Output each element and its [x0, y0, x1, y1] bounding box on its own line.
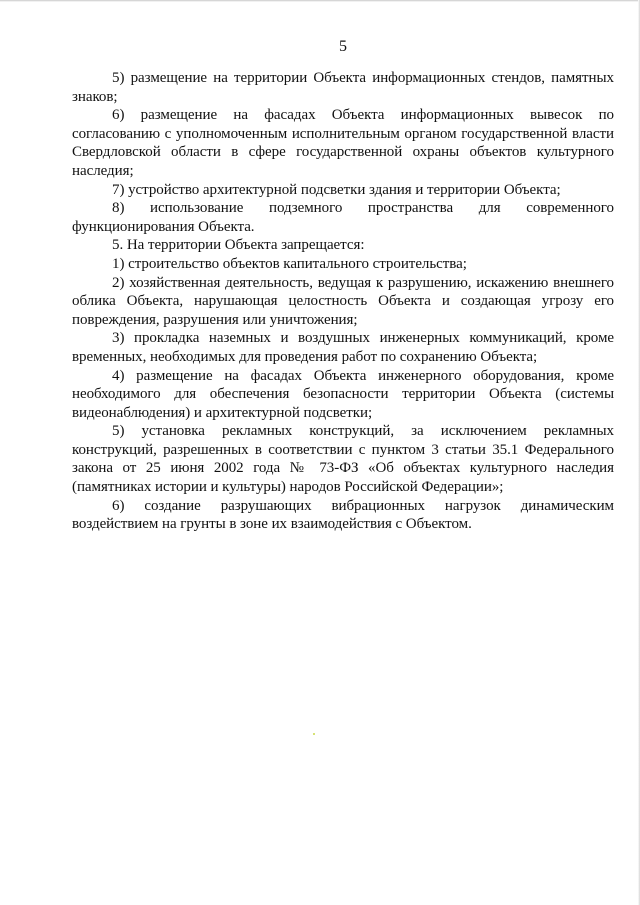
paragraph-item-8-underground: 8) использование подземного пространства для современного функционирования Объекта. — [72, 200, 614, 235]
section-heading-prohibited: 5. На территории Объекта запрещается: — [112, 237, 365, 254]
paragraph-item-7-lighting: 7) устройство архитектурной подсветки здания и территории Объекта; — [112, 181, 561, 198]
prohibited-item-1: 1) строительство объектов капитального строительства; — [112, 255, 467, 272]
prohibited-item-2: 2) хозяйственная деятельность, ведущая к разрушению, искажению внешнего облика Объекта, нарушающая целостность Объекта и создающая угрозу его повреждения, разрушения или уничтожения; — [72, 274, 614, 328]
prohibited-item-5: 5) установка рекламных конструкций, за исключением рекламных конструкций, разрешенных в соответствии с пунктом 3 статьи 35.1 Федерального закона от 25 июня 2002 года № 73-ФЗ «Об объектах культурного наследия (памятниках истории и культуры) народов Российской Федерации»; — [72, 423, 614, 496]
prohibited-item-6: 6) создание разрушающих вибрационных нагрузок динамическим воздействием на грунты в зоне их взаимодействия с Объектом. — [72, 497, 614, 533]
scan-speck — [313, 733, 315, 735]
prohibited-item-3: 3) прокладка наземных и воздушных инженерных коммуникаций, кроме временных, необходимых для проведения работ по сохранению Объекта; — [72, 330, 614, 365]
page-number: 5 — [339, 38, 347, 55]
document-body — [72, 69, 614, 534]
prohibited-item-4: 4) размещение на фасадах Объекта инженерного оборудования, кроме необходимого для обеспечения безопасности территории Объекта (системы видеонаблюдения) и архитектурной подсветки; — [72, 367, 614, 421]
paragraph-item-5-stands: 5) размещение на территории Объекта информационных стендов, памятных знаков; — [72, 70, 614, 105]
paragraph-item-6-signs: 6) размещение на фасадах Объекта информационных вывесок по согласованию с уполномоченным исполнительным органом государственной власти Свердловской области в сфере государственной охраны объектов культурного наследия; — [72, 107, 614, 179]
page-top-edge — [0, 0, 640, 2]
